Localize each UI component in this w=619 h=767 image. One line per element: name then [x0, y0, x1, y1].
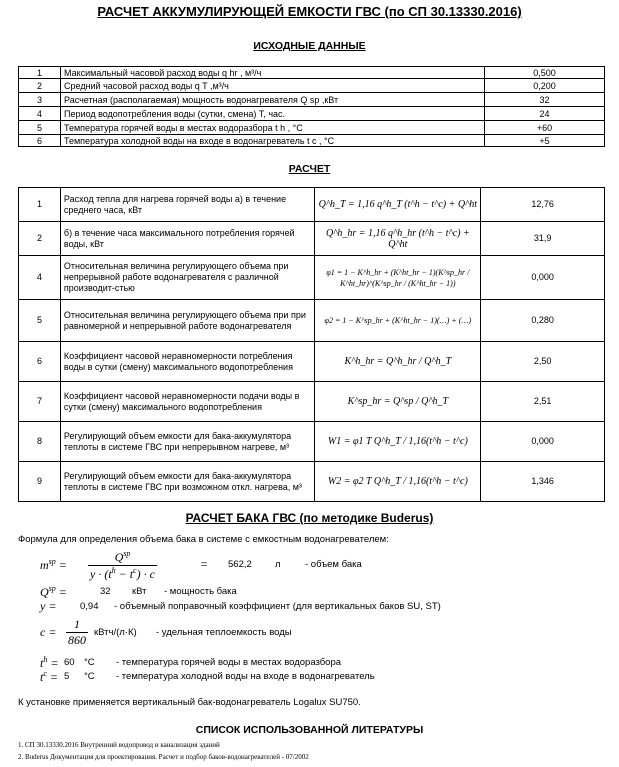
- tank-volume-unit: л: [275, 559, 281, 570]
- table-row: 1 Максимальный часовой расход воды q hr , м³/ч 0,500: [19, 67, 605, 79]
- ref-item: 2. Buderus Документация для проектирования. Расчет и подбор баков-водонагревателей - 07/2002: [18, 753, 309, 761]
- table-row: 5 Относительная величина регулирующего объема при при равномерной и непрерывной работе водонагревателя φ2 = 1 − K^sp_hr + (K^ht_hr − 1)(…) + (…) 0,280: [19, 300, 605, 342]
- power-row: $Q^{sp}$ = 32 кВт - мощность бака: [40, 584, 237, 599]
- table-row: 6 Коэффициент часовой неравномерности потребления воды в сутки (смену) максимального водопотребления K^h_hr = Q^h_hr / Q^h_T 2,50: [19, 342, 605, 382]
- conclusion: К установке применяется вертикальный бак-водонагреватель Logalux SU750.: [18, 697, 361, 708]
- table-row: 9 Регулирующий объем емкости для бака-аккумулятора теплоты в системе ГВС при возможном откл. нагрева, м³ W2 = φ2 T Q^h_T / 1,16(t^h − t^c) 1,346: [19, 462, 605, 502]
- input-heading: ИСХОДНЫЕ ДАННЫЕ: [253, 40, 366, 52]
- tank-volume-desc: - объем бака: [305, 559, 362, 570]
- table-row: 6 Температура холодной воды на входе в водонагреватель t c , °C +5: [19, 135, 605, 147]
- table-row: 2 б) в течение часа максимального потребления горячей воды, кВт Q^h_hr = 1,16 q^h_hr (t^h − t^c) + Q^ht 31,9: [19, 222, 605, 256]
- table-row: 7 Коэффициент часовой неравномерности подачи воды в сутки (смену) максимального водопотребления K^sp_hr = Q^sp / Q^h_T 2,51: [19, 382, 605, 422]
- refs-heading: СПИСОК ИСПОЛЬЗОВАННОЙ ЛИТЕРАТУРЫ: [195, 724, 424, 736]
- page-title: РАСЧЕТ АККУМУЛИРУЮЩЕЙ ЕМКОСТИ ГВС (по СП 30.13330.2016): [97, 4, 522, 19]
- table-row: 1 Расход тепла для нагрева горячей воды а) в течение среднего часа, кВт Q^h_T = 1,16 q^h_T (t^h − t^c) + Q^ht 12,76: [19, 188, 605, 222]
- correction-row: y = 0,94 - объемный поправочный коэффициент (для вертикальных баков SU, ST): [40, 599, 441, 613]
- cold-temp-row: $t^c$ = 5 °C - температура холодной воды на входе в водонагреватель: [40, 669, 375, 684]
- table-row: 8 Регулирующий объем емкости для бака-аккумулятора теплоты в системе ГВС при непрерывном нагреве, м³ W1 = φ1 T Q^h_T / 1,16(t^h − t^c) 0,000: [19, 422, 605, 462]
- heat-capacity-row: c = $\frac{1}{860}$ кВтч/(л·К) - удельная теплоемкость воды: [40, 617, 292, 647]
- tank-volume-formula: $m^{sp}$ = $Q^{sp}$ $y \cdot (t^h - t^c) \cdot c$ = 562,2 л - объем бака: [40, 549, 362, 581]
- ref-item: 1. СП 30.13330.2016 Внутренний водопровод и канализация зданий: [18, 741, 220, 749]
- buderus-intro: Формула для определения объема бака в системе с емкостным водонагревателем:: [18, 534, 389, 545]
- hot-temp-row: $t^h$ = 60 °C - температура горячей воды в местах водоразбора: [40, 655, 342, 670]
- tank-volume-value: 562,2: [228, 559, 252, 570]
- buderus-heading: РАСЧЕТ БАКА ГВС (по методике Buderus): [185, 511, 434, 525]
- table-row: 4 Относительная величина регулирующего объема при непрерывной работе водонагревателя с различной производит-стью φ1 = 1 − K^h_hr + (K^ht_hr − 1)(K^sp_hr / K^ht_hr)^(K^sp_hr / (K^ht_hr − 1)) 0,000: [19, 256, 605, 300]
- calc-table: [18, 187, 605, 502]
- table-row: 3 Расчетная (располагаемая) мощность водонагревателя Q sp ,кВт 32: [19, 93, 605, 107]
- table-row: 5 Температура горячей воды в местах водоразбора t h , °C +60: [19, 121, 605, 135]
- table-row: 4 Период водопотребления воды (сутки, смена) T, час. 24: [19, 107, 605, 121]
- table-row: 2 Средний часовой расход воды q T ,м³/ч 0,200: [19, 79, 605, 93]
- calc-heading: РАСЧЕТ: [288, 163, 331, 175]
- input-table: [18, 66, 605, 147]
